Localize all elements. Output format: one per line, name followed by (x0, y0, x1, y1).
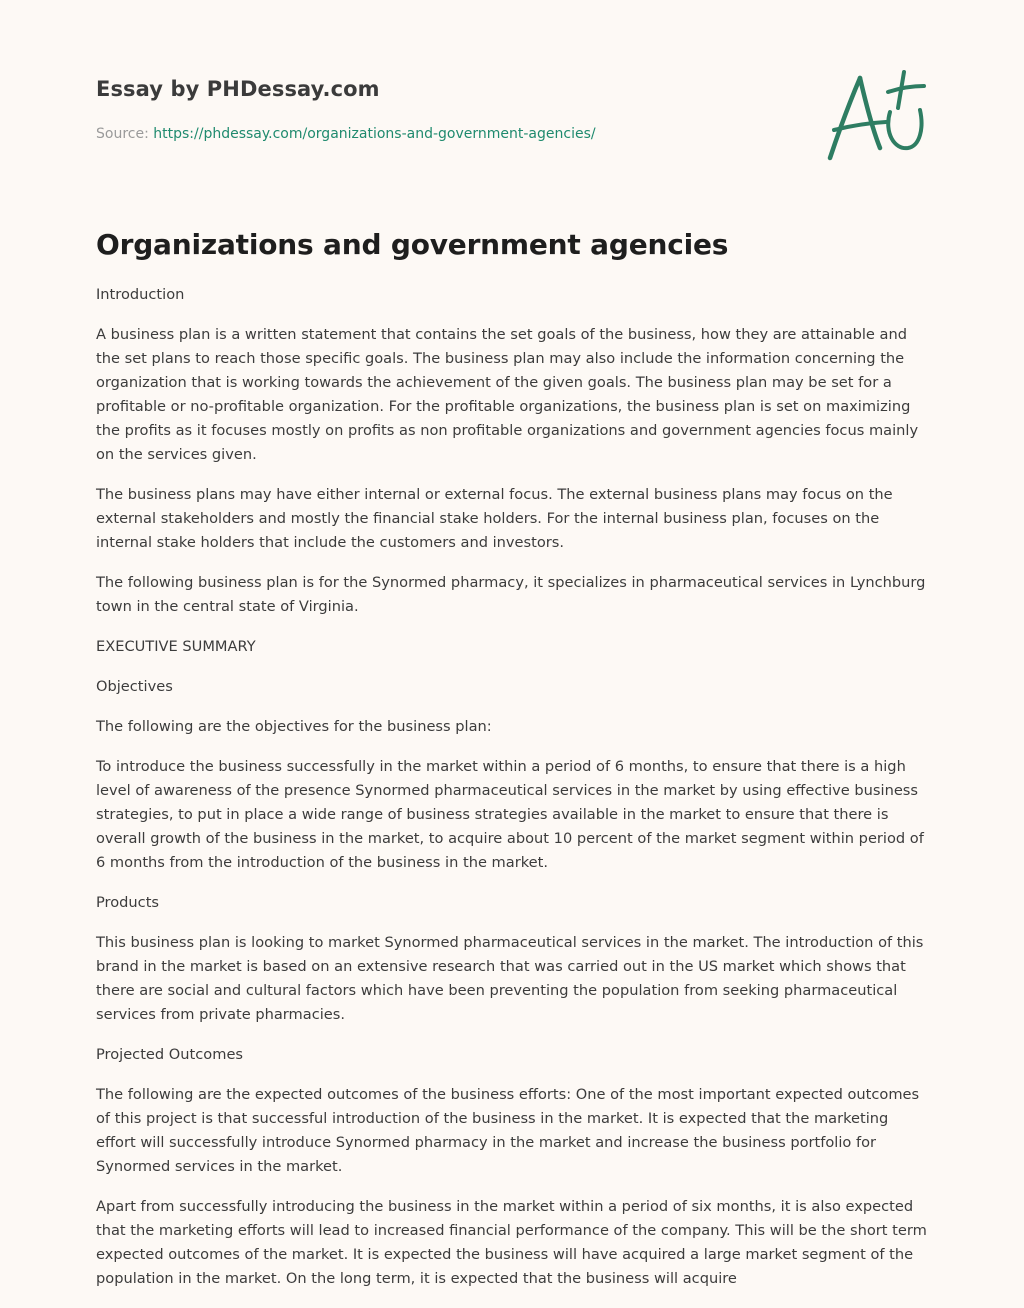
a-plus-logo-icon (820, 68, 930, 168)
paragraph: This business plan is looking to market Synormed pharmaceutical services in the market. The introduction of this brand in the market is based on an extensive research that was carried out in the US market which shows that there are social and cultural factors which have been preventing the population from seeking pharmaceutical services from private pharmacies. (96, 934, 924, 1023)
site-brand: Essay by PHDessay.com (96, 77, 380, 101)
section-heading-executive-summary: EXECUTIVE SUMMARY (96, 638, 256, 655)
paragraph: The following are the expected outcomes of the business efforts: One of the most important expected outcomes of this project is that successful introduction of the business in the market. It is expected that the marketing effort will successfully introduce Synormed pharmacy in the market and increase the business portfolio for Synormed services in the market. (96, 1086, 920, 1175)
paragraph-introduction-heading: Introduction (96, 286, 185, 303)
source-link[interactable]: https://phdessay.com/organizations-and-government-agencies/ (153, 126, 596, 142)
paragraph: The following business plan is for the Synormed pharmacy, it specializes in pharmaceutical services in Lynchburg town in the central state of Virginia. (96, 574, 926, 615)
page-title: Organizations and government agencies (96, 228, 729, 261)
source-line (96, 124, 796, 144)
paragraph: To introduce the business successfully in the market within a period of 6 months, to ensure that there is a high level of awareness of the presence Synormed pharmaceutical services in the market by using effective business strategies, to put in place a wide range of business strategies available in the market to ensure that there is overall growth of the business in the market, to acquire about 10 percent of the market segment within period of 6 months from the introduction of the business in the market. (96, 758, 924, 871)
page-header (96, 74, 796, 144)
source-label: Source: (96, 126, 154, 142)
paragraph: The following are the objectives for the business plan: (96, 718, 492, 735)
paragraph: Apart from successfully introducing the business in the market within a period of six months, it is also expected that the marketing efforts will lead to increased financial performance of the company. This will be the short term expected outcomes of the market. It is expected the business will have acquired a large market segment of the population in the market. On the long term, it is expected that the business will acquire (96, 1198, 927, 1287)
section-heading-projected-outcomes: Projected Outcomes (96, 1046, 244, 1063)
paragraph: A business plan is a written statement that contains the set goals of the business, how they are attainable and the set plans to reach those specific goals. The business plan may also include the information concerning the organization that is working towards the achievement of the given goals. The business plan may be set for a profitable or no-profitable organization. For the profitable organizations, the business plan is set on maximizing the profits as it focuses mostly on profits as non profitable organizations and government agencies focus mainly on the services given. (96, 326, 919, 463)
section-heading-objectives: Objectives (96, 678, 173, 695)
section-heading-products: Products (96, 894, 160, 911)
article (96, 226, 931, 1307)
paragraph: The business plans may have either internal or external focus. The external business plans may focus on the external stakeholders and mostly the financial stake holders. For the internal business plan, focuses on the internal stake holders that include the customers and investors. (96, 486, 893, 551)
